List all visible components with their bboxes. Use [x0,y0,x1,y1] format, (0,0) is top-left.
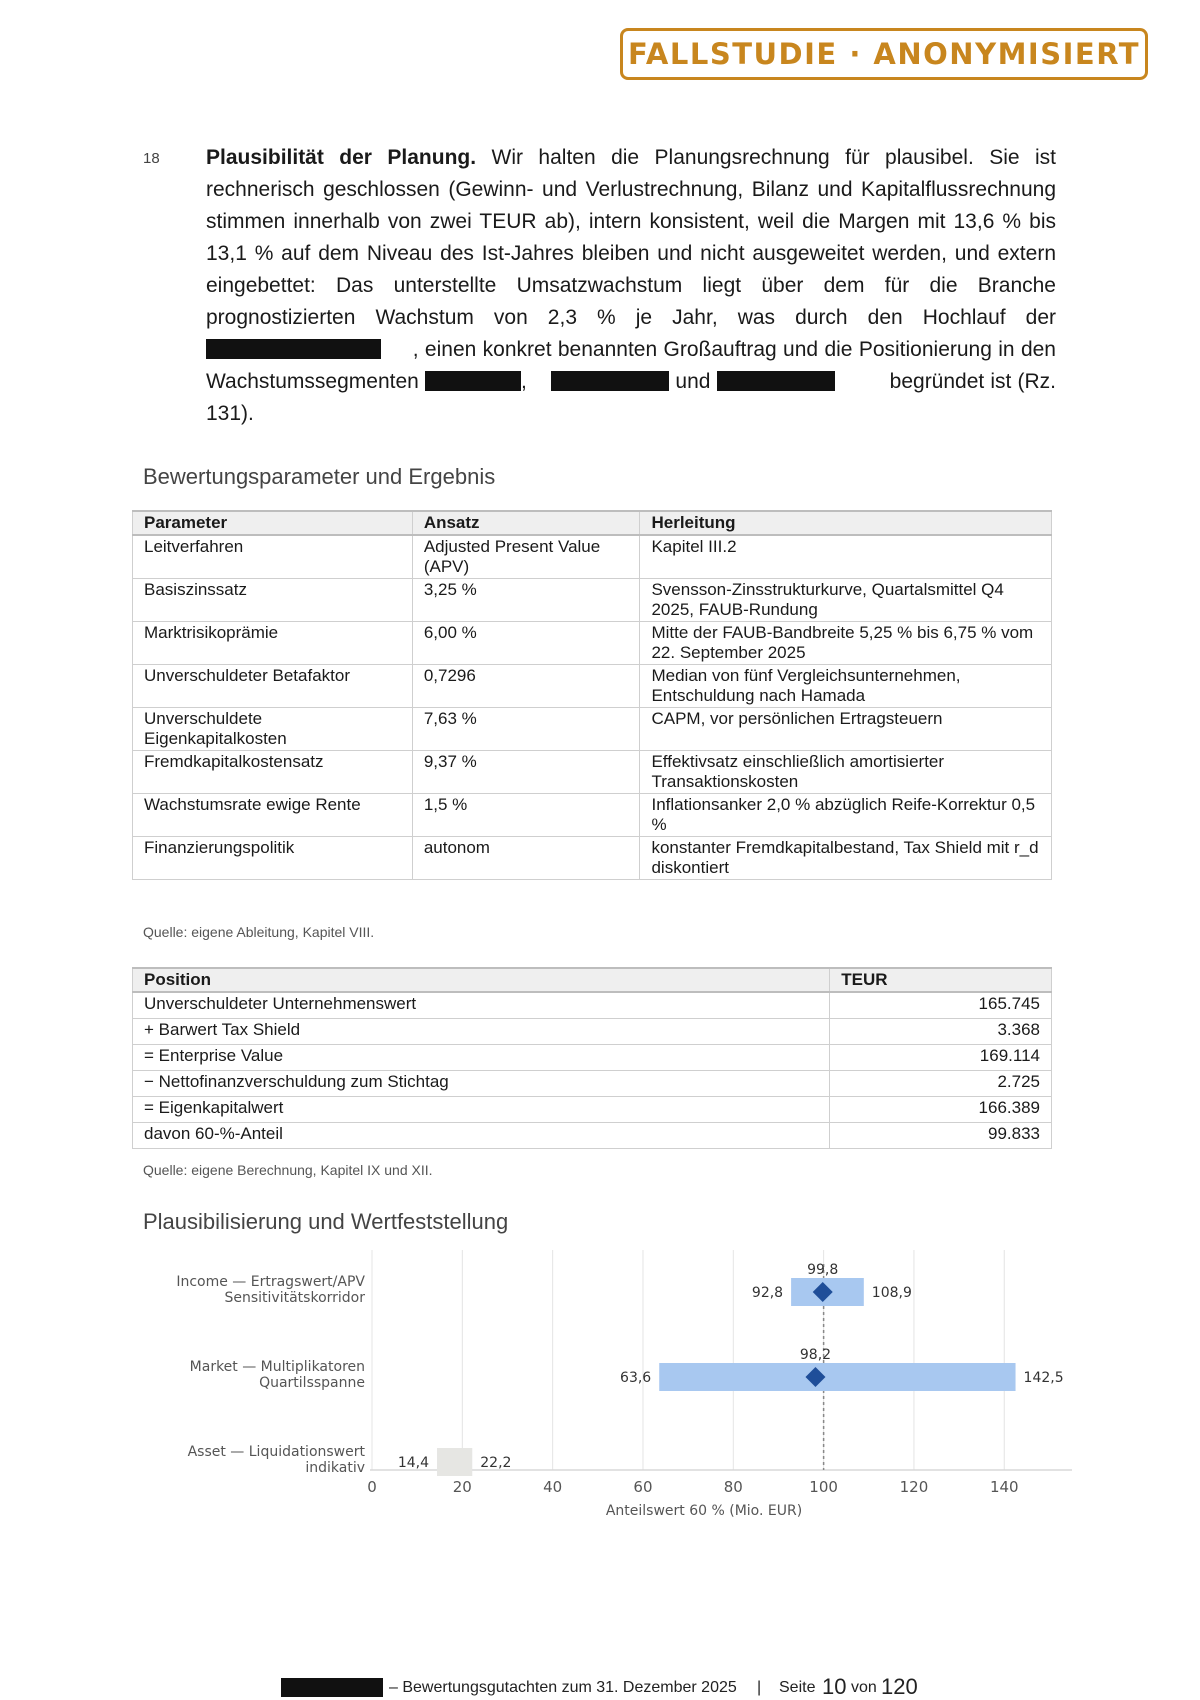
table-cell: − Nettofinanzverschuldung zum Stichtag [133,1070,830,1096]
table-cell: Unverschuldeter Unternehmenswert [133,992,830,1018]
table-cell: 1,5 % [412,794,640,837]
table-row [133,579,1052,622]
redaction-box [281,1678,383,1697]
table-row [133,1044,1052,1070]
range-low-label: 14,4 [397,1455,430,1471]
table-row [133,751,1052,794]
category-label: Income — Ertragswert/APV [176,1274,365,1290]
range-high-label: 108,9 [871,1285,912,1301]
category-label: Asset — Liquidationswert [187,1444,365,1460]
table-cell: + Barwert Tax Shield [133,1018,830,1044]
footer-page-label: Seite [779,1679,816,1696]
table-cell: 3,25 % [412,579,640,622]
range-high-label: 142,5 [1023,1370,1064,1386]
redaction-box [206,339,381,359]
paragraph-text-2: , einen konkret benannten Großauftrag und die Positionierung in den Wachstumssegmenten [206,338,1056,393]
footer-page-current: 10 [822,1674,847,1699]
section-title-plausibility: Plausibilisierung und Wertfeststellung [143,1209,509,1234]
table-source-note: Quelle: eigene Ableitung, Kapitel VIII. [143,924,375,940]
x-tick-label: 0 [367,1478,377,1496]
table-row [133,708,1052,751]
x-tick-label: 140 [989,1478,1019,1496]
redaction-box [717,371,835,391]
range-low-label: 63,6 [620,1370,652,1386]
table-row [133,1018,1052,1044]
table-cell: davon 60-%-Anteil [133,1122,830,1148]
paragraph-text-5: begründet ist (Rz. 131). [206,370,1056,425]
table-row [133,992,1052,1018]
table-row [133,622,1052,665]
table-cell: Svensson-Zinsstrukturkurve, Quartalsmittel Q4 2025, FAUB-Rundung [640,579,1052,622]
parameters-table [132,510,1052,880]
paragraph-text-3: , [520,370,527,393]
column-header: Parameter [133,511,413,535]
range-high-label: 22,2 [480,1455,512,1471]
column-header: Herleitung [640,511,1052,535]
table-cell: Wachstumsrate ewige Rente [133,794,413,837]
anonymized-stamp: FALLSTUDIE · ANONYMISIERT [620,28,1148,80]
x-axis-title: Anteilswert 60 % (Mio. EUR) [605,1503,803,1519]
table-cell: Leitverfahren [133,535,413,579]
table-cell: Median von fünf Vergleichsunternehmen, Entschuldung nach Hamada [640,665,1052,708]
plausibility-paragraph [206,142,1056,430]
footer-page-total: 120 [881,1674,918,1699]
range-low-label: 92,8 [751,1285,784,1301]
category-label: Sensitivitätskorridor [224,1290,365,1306]
table-cell: Finanzierungspolitik [133,837,413,880]
paragraph-number: 18 [143,150,160,167]
category-label: Market — Multiplikatoren [189,1359,365,1375]
range-bar [437,1448,472,1476]
table-cell: 7,63 % [412,708,640,751]
table-cell: CAPM, vor persönlichen Ertragsteuern [640,708,1052,751]
table-cell: 99.833 [830,1122,1052,1148]
table-cell: 2.725 [830,1070,1052,1096]
point-estimate-label: 98,2 [799,1347,832,1363]
x-tick-label: 40 [543,1478,563,1496]
table-cell: 169.114 [830,1044,1052,1070]
column-header: Ansatz [412,511,640,535]
paragraph-lead: Plausibilität der Planung. [206,146,477,169]
column-header: Position [133,968,830,992]
table-source-note: Quelle: eigene Berechnung, Kapitel IX und XII. [143,1162,433,1178]
table-cell: = Enterprise Value [133,1044,830,1070]
table-row [133,535,1052,579]
category-label: indikativ [305,1460,365,1476]
table-cell: 3.368 [830,1018,1052,1044]
table-cell: 6,00 % [412,622,640,665]
table-cell: Kapitel III.2 [640,535,1052,579]
table-cell: Unverschuldeter Betafaktor [133,665,413,708]
paragraph-text-1: Wir halten die Planungsrechnung für plausibel. Sie ist rechnerisch geschlossen (Gewinn- und Verlustrechnung, Bilanz und Kapitalflussrechnung stimmen innerhalb von zwei TEUR ab), intern konsistent, weil die Margen mit 13,6 % bis 13,1 % auf dem Niveau des Ist-Jahres bleiben und nicht ausgeweitet werden, und extern eingebettet: Das unterstellte Umsatzwachstum liegt über dem für die Branche prognostizierten Wachstum von 2,3 % je Jahr, was durch den Hochlauf der [206,146,1056,329]
table-cell: Inflationsanker 2,0 % abzüglich Reife-Korrektur 0,5 % [640,794,1052,837]
table-cell: Mitte der FAUB-Bandbreite 5,25 % bis 6,75 % vom 22. September 2025 [640,622,1052,665]
table-row [133,794,1052,837]
section-title-parameters: Bewertungsparameter und Ergebnis [143,464,496,489]
table-cell: 9,37 % [412,751,640,794]
table-cell: Effektivsatz einschließlich amortisierter Transaktionskosten [640,751,1052,794]
table-row [133,837,1052,880]
footer-page-of: von [851,1679,877,1696]
table-cell: Marktrisikoprämie [133,622,413,665]
table-cell: 166.389 [830,1096,1052,1122]
column-header: TEUR [830,968,1052,992]
table-cell: autonom [412,837,640,880]
table-row [133,1122,1052,1148]
table-cell: konstanter Fremdkapitalbestand, Tax Shield mit r_d diskontiert [640,837,1052,880]
valuation-range-chart [140,1250,1080,1540]
x-tick-label: 80 [723,1478,743,1496]
table-cell: Fremdkapitalkostensatz [133,751,413,794]
table-row [133,665,1052,708]
paragraph-text-4: und [675,370,711,393]
redaction-box [425,371,521,391]
table-cell: 0,7296 [412,665,640,708]
table-cell: Basiszinssatz [133,579,413,622]
table-cell: = Eigenkapitalwert [133,1096,830,1122]
footer-title: – Bewertungsgutachten zum 31. Dezember 2025 [389,1679,737,1696]
footer-separator: | [757,1679,762,1696]
x-tick-label: 100 [809,1478,838,1496]
point-estimate-label: 99,8 [807,1262,839,1278]
valuation-result-table [132,967,1052,1149]
table-cell: Adjusted Present Value (APV) [412,535,640,579]
redaction-box [551,371,669,391]
range-bar [659,1363,1015,1391]
table-cell: Unverschuldete Eigenkapitalkosten [133,708,413,751]
x-tick-label: 120 [899,1478,929,1496]
category-label: Quartilsspanne [259,1375,365,1391]
table-row [133,1070,1052,1096]
x-tick-label: 60 [633,1478,653,1496]
table-cell: 165.745 [830,992,1052,1018]
table-row [133,1096,1052,1122]
x-tick-label: 20 [452,1478,472,1496]
